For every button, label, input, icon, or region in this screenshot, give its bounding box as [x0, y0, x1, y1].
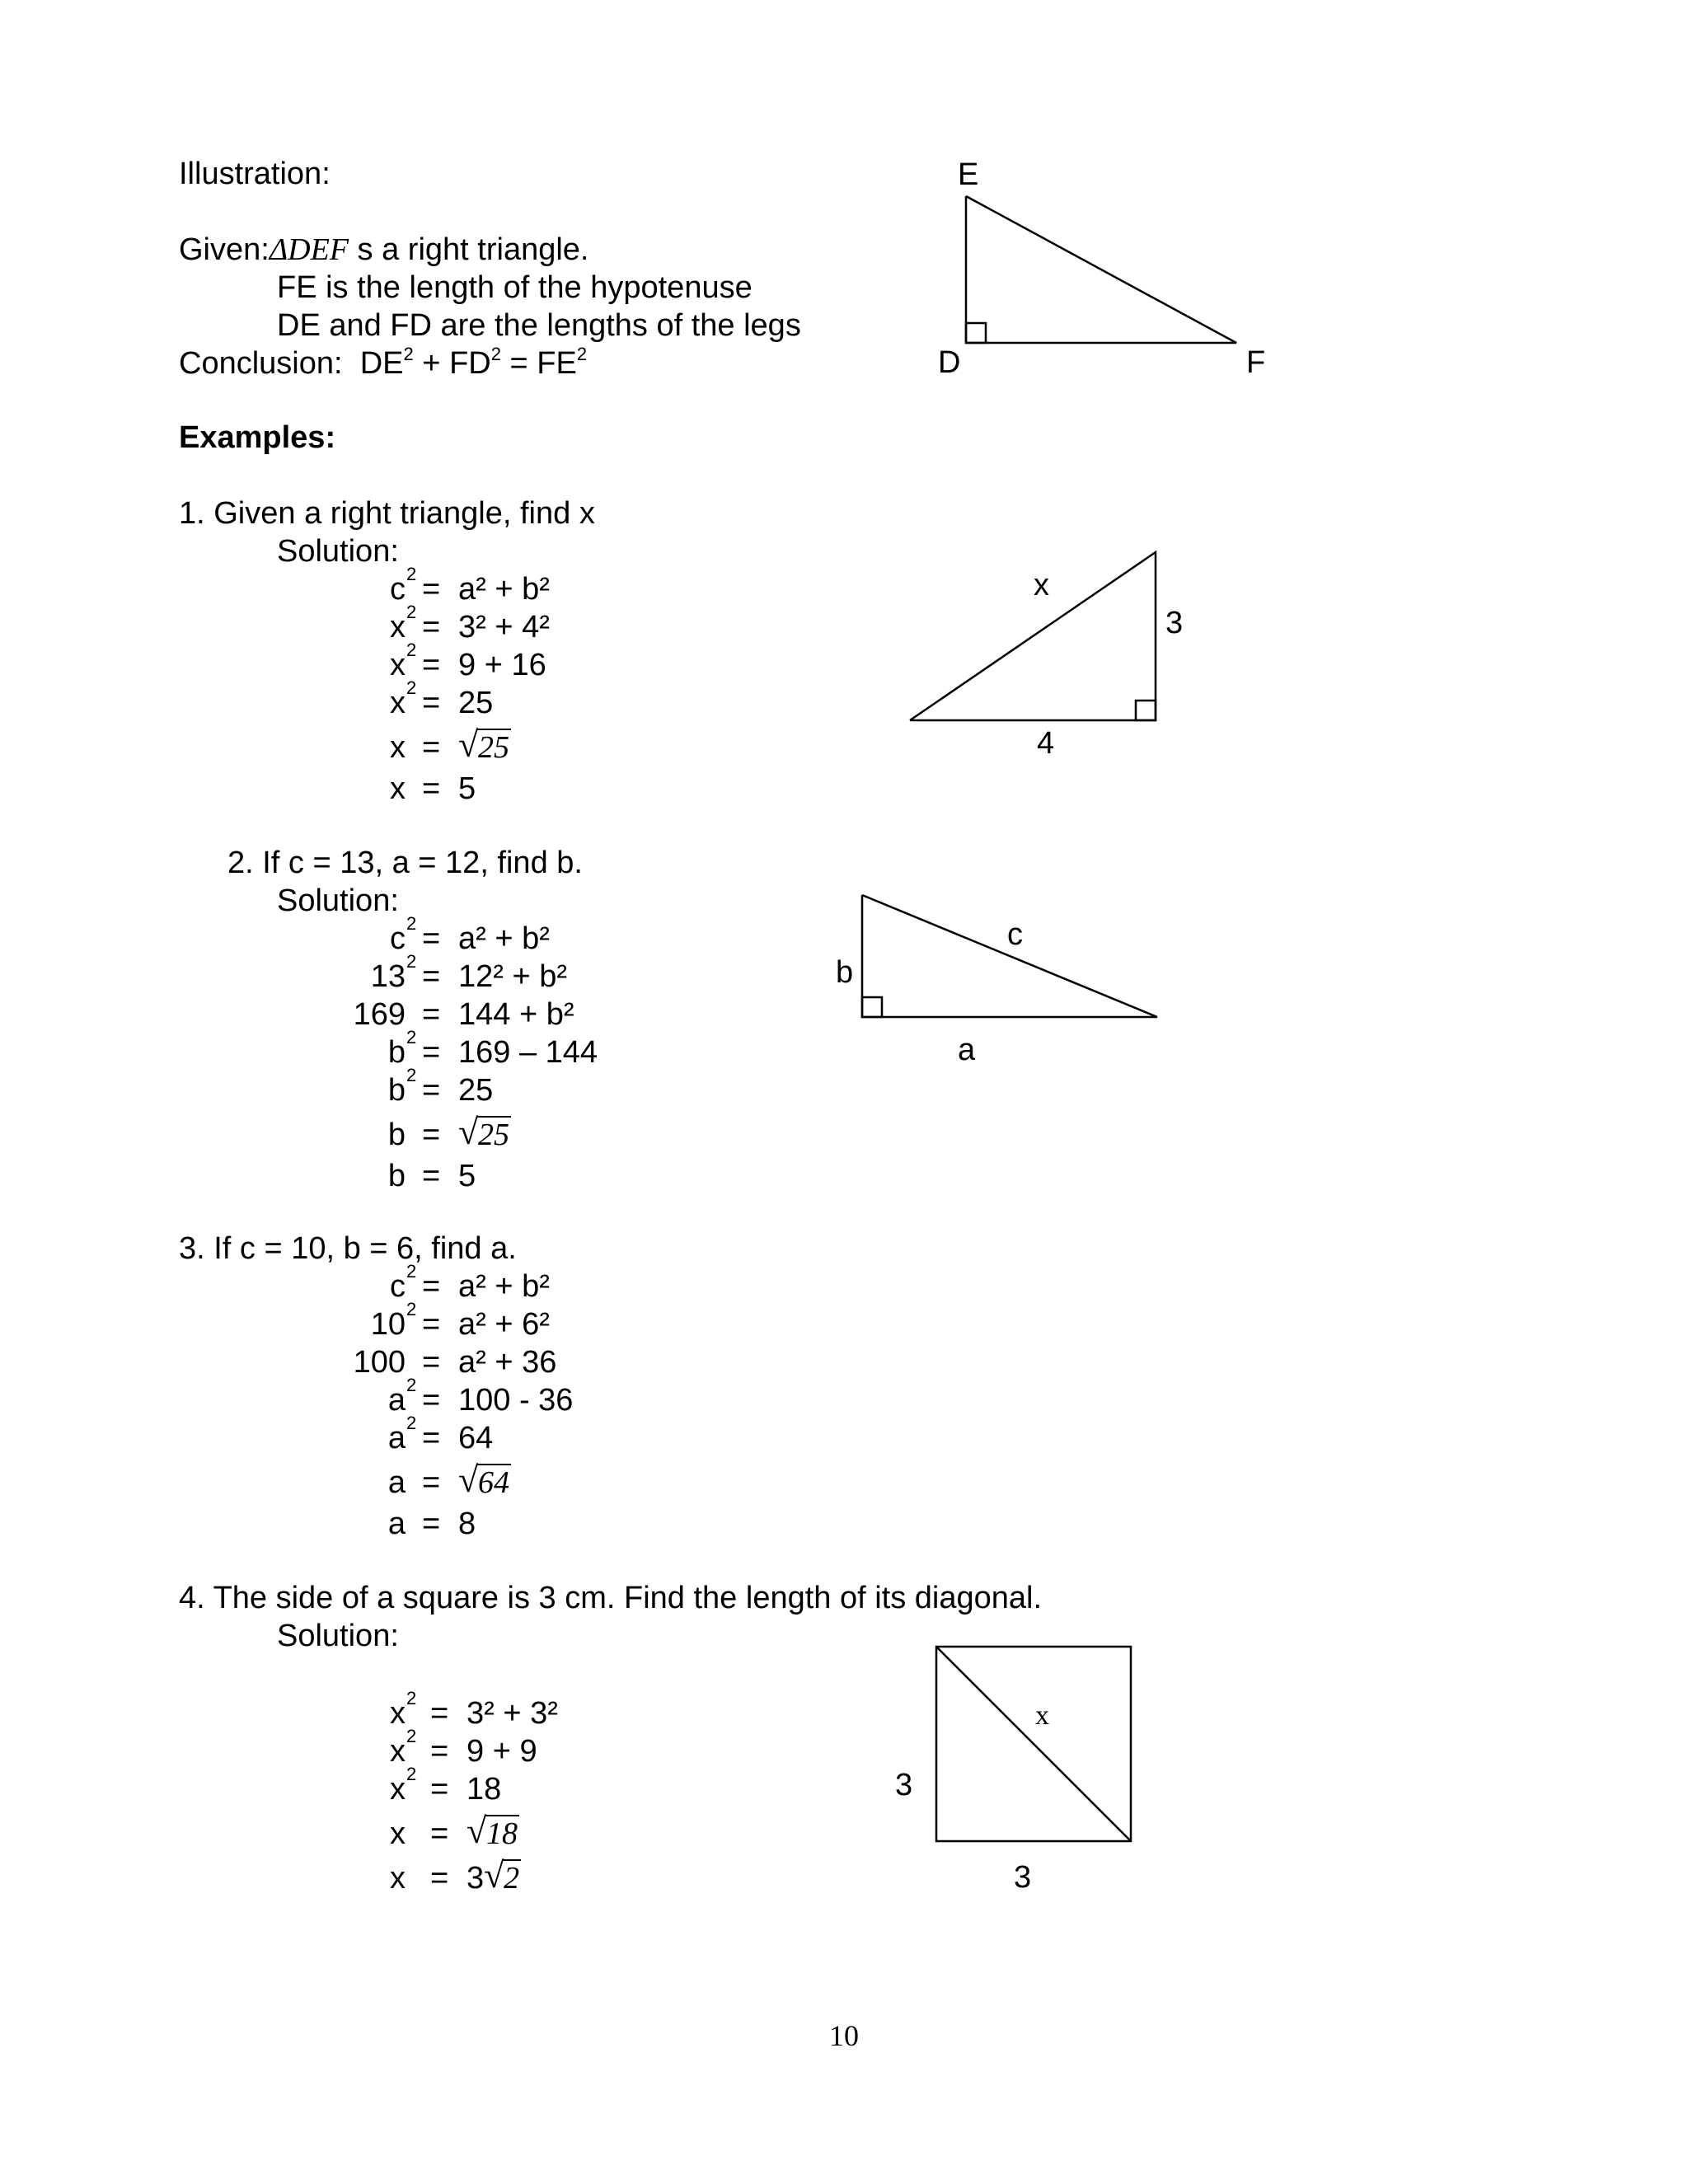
- equation-rhs: 12² + b²: [458, 959, 568, 994]
- term-de: DE: [359, 346, 404, 381]
- equation-lhs: b: [387, 1035, 406, 1070]
- equation-lhs: x: [390, 1772, 406, 1807]
- equation-lhs-exponent: 2: [406, 677, 417, 698]
- equation-rhs: 64: [458, 1421, 494, 1455]
- equation-rhs: a² + 6²: [458, 1307, 550, 1342]
- equation-lhs: c: [390, 1269, 406, 1304]
- equals-sign: =: [422, 1073, 441, 1108]
- equals-sign: =: [422, 1507, 441, 1541]
- equals-sign: =: [422, 610, 441, 644]
- equals-sign: =: [422, 1159, 441, 1193]
- equation-lhs-exponent: 2: [406, 1261, 417, 1282]
- equals-sign: =: [422, 1421, 441, 1455]
- equation-rhs: 25: [458, 1073, 494, 1108]
- equation-rhs: 9 + 9: [467, 1734, 537, 1769]
- equation-lhs-exponent: 2: [406, 1764, 417, 1784]
- equation-lhs: b: [387, 1073, 406, 1108]
- given-line-3: DE and FD are the lengths of the legs: [277, 308, 801, 343]
- equation-rhs: 144 + b²: [458, 997, 574, 1032]
- equation-rhs: a² + b²: [458, 1269, 550, 1304]
- equation-lhs-exponent: 2: [406, 913, 417, 934]
- ex1-hyp-label: x: [1034, 568, 1049, 602]
- radicand: 25: [478, 1118, 509, 1152]
- equation-lhs-exponent: 2: [406, 564, 417, 584]
- equation-lhs-exponent: 2: [406, 602, 417, 622]
- equation-rhs: 18: [467, 1772, 502, 1807]
- vertex-d-label: D: [938, 345, 961, 380]
- equation-lhs-exponent: 2: [406, 1065, 417, 1085]
- equation-lhs: b: [387, 1118, 406, 1152]
- ex4-prompt: 4. The side of a square is 3 cm. Find the length of its diagonal.: [179, 1581, 1043, 1615]
- term-fd: FD: [449, 346, 491, 381]
- equation-lhs: 13: [370, 959, 406, 994]
- ex1-vertical-leg-label: 3: [1165, 606, 1184, 640]
- square-root: √ 18: [467, 1811, 518, 1851]
- equation-rhs: a² + 36: [458, 1345, 557, 1380]
- equation-lhs: x: [390, 648, 406, 682]
- ex2-hyp-label: c: [1007, 917, 1023, 952]
- radicand: 25: [478, 730, 509, 765]
- equals-sign: =: [430, 1816, 449, 1851]
- equals-sign: =: [422, 1307, 441, 1342]
- ex1-solution-label: Solution:: [277, 534, 399, 569]
- equation-lhs: 169: [353, 997, 406, 1032]
- equals-sign: =: [422, 572, 441, 607]
- ex2-solution-label: Solution:: [277, 883, 399, 918]
- equals-sign: =: [430, 1734, 449, 1769]
- square-root: √ 2: [484, 1855, 520, 1896]
- ex1-horizontal-leg-label: 4: [1037, 726, 1055, 761]
- equation-rhs: 5: [458, 771, 476, 806]
- given-text: s a right triangle.: [349, 232, 589, 267]
- equals-sign: =: [422, 1269, 441, 1304]
- equation-lhs-exponent: 2: [406, 1726, 417, 1746]
- equals-sign: =: [422, 1118, 441, 1152]
- equation-rhs: 100 - 36: [458, 1383, 574, 1418]
- illustration-label: Illustration:: [179, 157, 331, 191]
- ex4-left-side-label: 3: [895, 1768, 913, 1802]
- vertex-e-label: E: [958, 157, 979, 192]
- triangle-name: ΔDEF: [269, 232, 349, 267]
- equation-rhs: 5: [458, 1159, 476, 1193]
- equation-lhs: x: [390, 1816, 406, 1851]
- square-root: √ 25: [458, 1112, 509, 1152]
- equation-lhs: a: [387, 1465, 406, 1500]
- equation-lhs: 10: [370, 1307, 406, 1342]
- ex4-diagonal-label: x: [1035, 1700, 1049, 1731]
- equals-sign: =: [422, 648, 441, 682]
- conclusion-line: Conclusion: $DE^2 + FD^2 = FE^2$: [179, 344, 588, 381]
- conclusion-label: Conclusion:: [179, 346, 343, 381]
- equation-lhs-exponent: 2: [406, 1027, 417, 1047]
- equation-lhs: x: [390, 1696, 406, 1731]
- radicand: 18: [486, 1816, 518, 1851]
- ex4-solution-label: Solution:: [277, 1619, 399, 1653]
- equation-rhs: 3² + 4²: [458, 610, 550, 644]
- equation-rhs: 169 – 144: [458, 1035, 598, 1070]
- ex4-diagonal: [936, 1647, 1131, 1841]
- equation-rhs: 8: [458, 1507, 476, 1541]
- equation-rhs: 3² + 3²: [467, 1696, 558, 1731]
- equals-sign: =: [422, 959, 441, 994]
- equation-rhs: 25: [458, 686, 494, 720]
- equals-sign: =: [430, 1861, 449, 1896]
- equation-lhs: x: [390, 730, 406, 765]
- equation-lhs: a: [387, 1383, 406, 1418]
- equation-rhs: a² + b²: [458, 572, 550, 607]
- equation-lhs-exponent: 2: [406, 1299, 417, 1319]
- radical-coefficient: 3: [467, 1861, 485, 1896]
- equals-sign: =: [430, 1696, 449, 1731]
- equation-lhs: c: [390, 572, 406, 607]
- radicand: 2: [504, 1861, 520, 1896]
- equals-sign: =: [422, 997, 441, 1032]
- given-line-2: FE is the length of the hypotenuse: [277, 270, 753, 305]
- given-label: Given:: [179, 232, 270, 267]
- equals-sign: =: [422, 1345, 441, 1380]
- square-root: √ 25: [458, 724, 509, 765]
- equation-lhs-exponent: 2: [406, 951, 417, 972]
- equation-lhs: a: [387, 1421, 406, 1455]
- ex1-prompt: 1. Given a right triangle, find x: [179, 496, 595, 531]
- equation-rhs: 9 + 16: [458, 648, 546, 682]
- radicand: 64: [478, 1465, 509, 1500]
- equals-sign: =: [422, 771, 441, 806]
- equals-sign: =: [422, 1465, 441, 1500]
- equation-lhs: x: [390, 1734, 406, 1769]
- equation-lhs-exponent: 2: [406, 1688, 417, 1708]
- equation-lhs: a: [387, 1507, 406, 1541]
- ex2-vertical-leg-label: b: [836, 955, 854, 990]
- equation-lhs: b: [387, 1159, 406, 1193]
- equation-lhs: x: [390, 1861, 406, 1896]
- equation-lhs: x: [390, 771, 406, 806]
- equals-sign: =: [422, 1035, 441, 1070]
- equals-sign: =: [422, 1383, 441, 1418]
- examples-heading: Examples:: [179, 420, 336, 455]
- equation-lhs: c: [390, 921, 406, 956]
- equation-lhs: 100: [353, 1345, 406, 1380]
- page-number: 10: [829, 2019, 859, 2052]
- ex2-horizontal-leg-label: a: [958, 1033, 976, 1067]
- term-fe: FE: [537, 346, 577, 381]
- equation-lhs-exponent: 2: [406, 640, 417, 660]
- ex3-prompt: 3. If c = 10, b = 6, find a.: [179, 1231, 517, 1266]
- equals-sign: =: [422, 921, 441, 956]
- square-root: √ 64: [458, 1460, 509, 1500]
- ex4-bottom-side-label: 3: [1014, 1860, 1032, 1895]
- equation-rhs: a² + b²: [458, 921, 550, 956]
- equation-lhs: x: [390, 686, 406, 720]
- equation-lhs: x: [390, 610, 406, 644]
- equals-sign: =: [422, 730, 441, 765]
- equals-sign: =: [422, 686, 441, 720]
- ex2-prompt: 2. If c = 13, a = 12, find b.: [227, 846, 583, 880]
- vertex-f-label: F: [1246, 345, 1266, 380]
- equation-lhs-exponent: 2: [406, 1375, 417, 1395]
- equation-lhs-exponent: 2: [406, 1413, 417, 1433]
- equals-sign: =: [430, 1772, 449, 1807]
